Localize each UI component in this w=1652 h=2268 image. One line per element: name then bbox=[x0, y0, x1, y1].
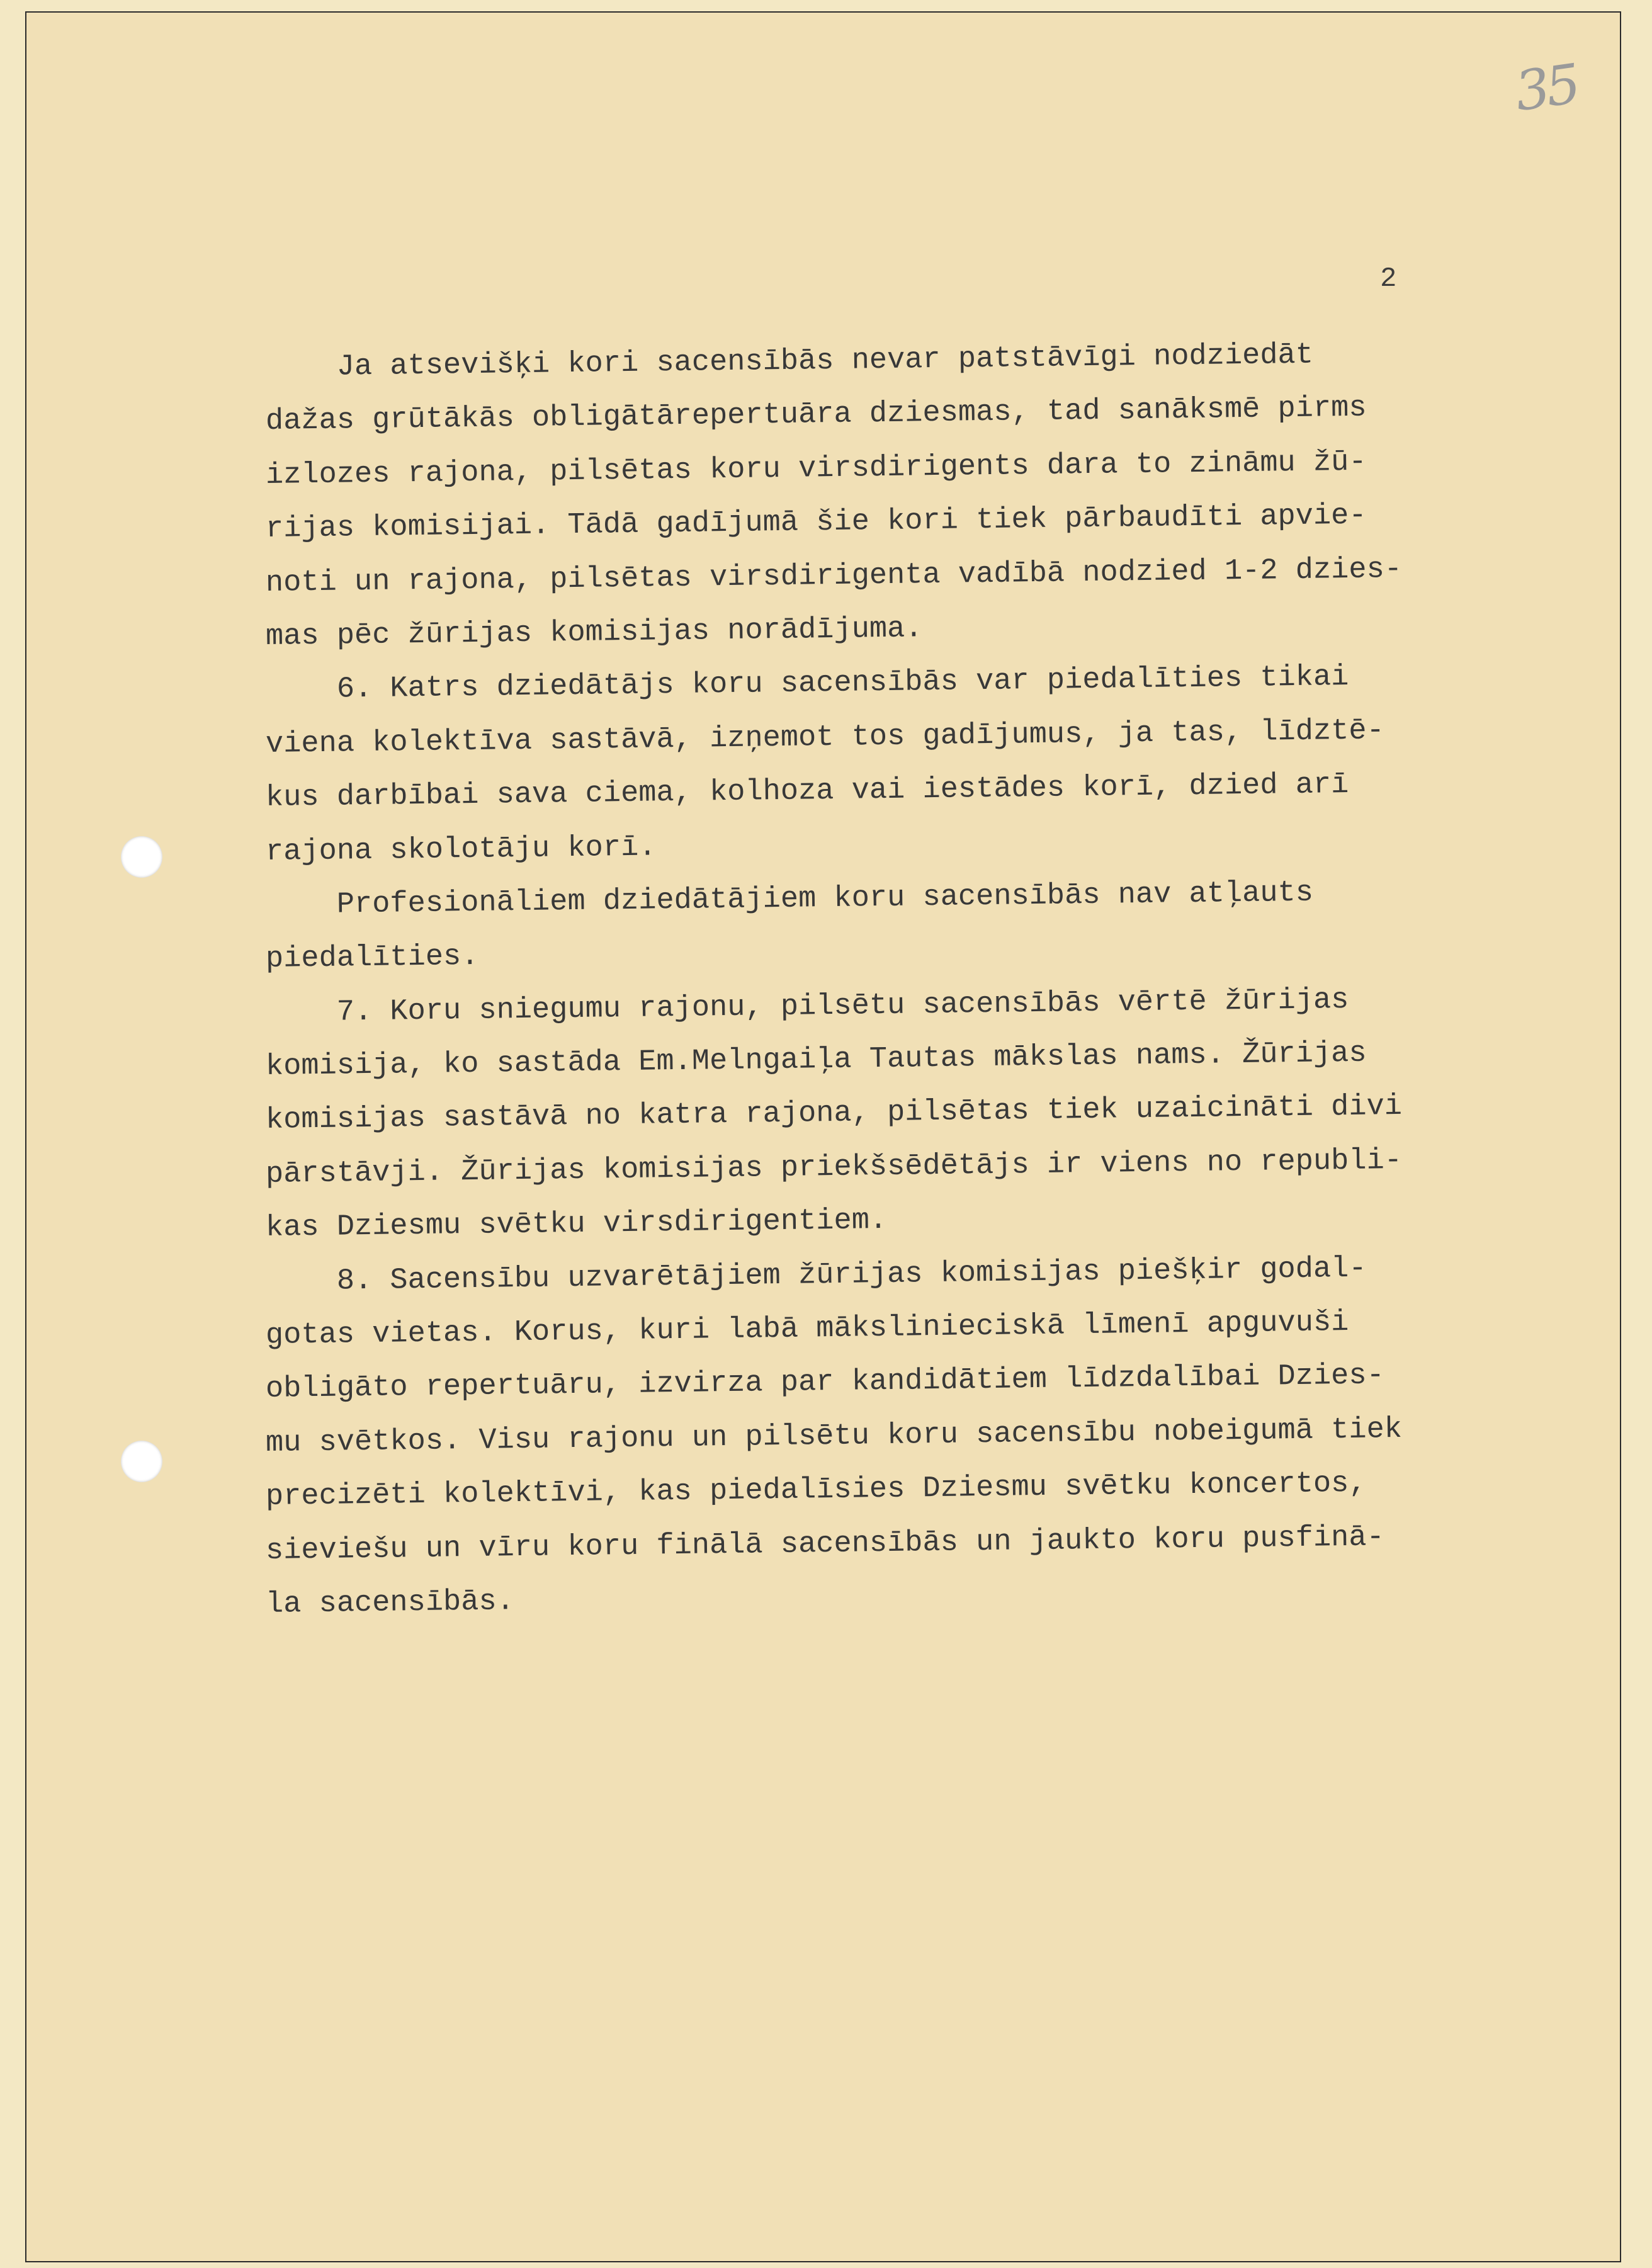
text-line: gotas vietas. Korus, kuri labā mākslinieciskā līmenī apguvuši bbox=[265, 1306, 1349, 1353]
text-line: izlozes rajona, pilsētas koru virsdirigents dara to zināmu žū- bbox=[265, 445, 1367, 492]
punch-hole-lower bbox=[121, 1441, 162, 1482]
text-line: piedalīties. bbox=[265, 940, 479, 977]
text-line: obligāto repertuāru, izvirza par kandidātiem līdzdalībai Dzies- bbox=[265, 1359, 1385, 1407]
text-line: 6. Katrs dziedātājs koru sacensībās var piedalīties tikai bbox=[265, 661, 1349, 708]
text-line: Ja atsevišķi kori sacensībās nevar patstāvīgi nodziedāt bbox=[265, 338, 1314, 385]
text-line: mas pēc žūrijas komisijas norādījuma. bbox=[265, 612, 923, 654]
text-line: komisija, ko sastāda Em.Melngaiļa Tautas mākslas nams. Žūrijas bbox=[265, 1036, 1367, 1084]
text-line: 8. Sacensību uzvarētājiem žūrijas komisijas piešķir godal- bbox=[265, 1252, 1367, 1299]
text-line: precizēti kolektīvi, kas piedalīsies Dziesmu svētku koncertos, bbox=[265, 1466, 1367, 1514]
typed-text-body bbox=[265, 338, 1550, 1631]
text-line: komisijas sastāvā no katra rajona, pilsētas tiek uzaicināti divi bbox=[265, 1090, 1403, 1138]
text-line: pārstāvji. Žūrijas komisijas priekšsēdētājs ir viens no republi- bbox=[265, 1143, 1403, 1191]
text-line: mu svētkos. Visu rajonu un pilsētu koru sacensību nobeigumā tiek bbox=[265, 1412, 1403, 1460]
text-line: viena kolektīva sastāvā, izņemot tos gadījumus, ja tas, līdztē- bbox=[265, 714, 1385, 761]
text-line: sieviešu un vīru koru finālā sacensībās un jaukto koru pusfinā- bbox=[265, 1520, 1385, 1568]
paper-sheet bbox=[25, 11, 1621, 2262]
text-line: rijas komisijai. Tādā gadījumā šie kori tiek pārbaudīti apvie- bbox=[265, 499, 1367, 547]
text-line: kas Dziesmu svētku virsdirigentiem. bbox=[265, 1204, 888, 1245]
text-line: Profesionāliem dziedātājiem koru sacensībās nav atļauts bbox=[265, 876, 1314, 922]
text-line: rajona skolotāju korī. bbox=[265, 830, 657, 869]
text-line: noti un rajona, pilsētas virsdirigenta vadībā nodzied 1-2 dzies- bbox=[265, 552, 1403, 600]
text-line: 7. Koru sniegumu rajonu, pilsētu sacensībās vērtē žūrijas bbox=[265, 983, 1349, 1030]
archive-folio-number: 35 bbox=[1511, 52, 1581, 124]
text-line: la sacensībās. bbox=[265, 1585, 515, 1621]
text-line: kus darbībai sava ciema, kolhoza vai iestādes korī, dzied arī bbox=[265, 768, 1349, 815]
punch-hole-upper bbox=[121, 836, 162, 878]
page-number: 2 bbox=[1380, 263, 1397, 295]
text-line: dažas grūtākās obligātārepertuāra dziesmas, tad sanāksmē pirms bbox=[265, 392, 1367, 439]
